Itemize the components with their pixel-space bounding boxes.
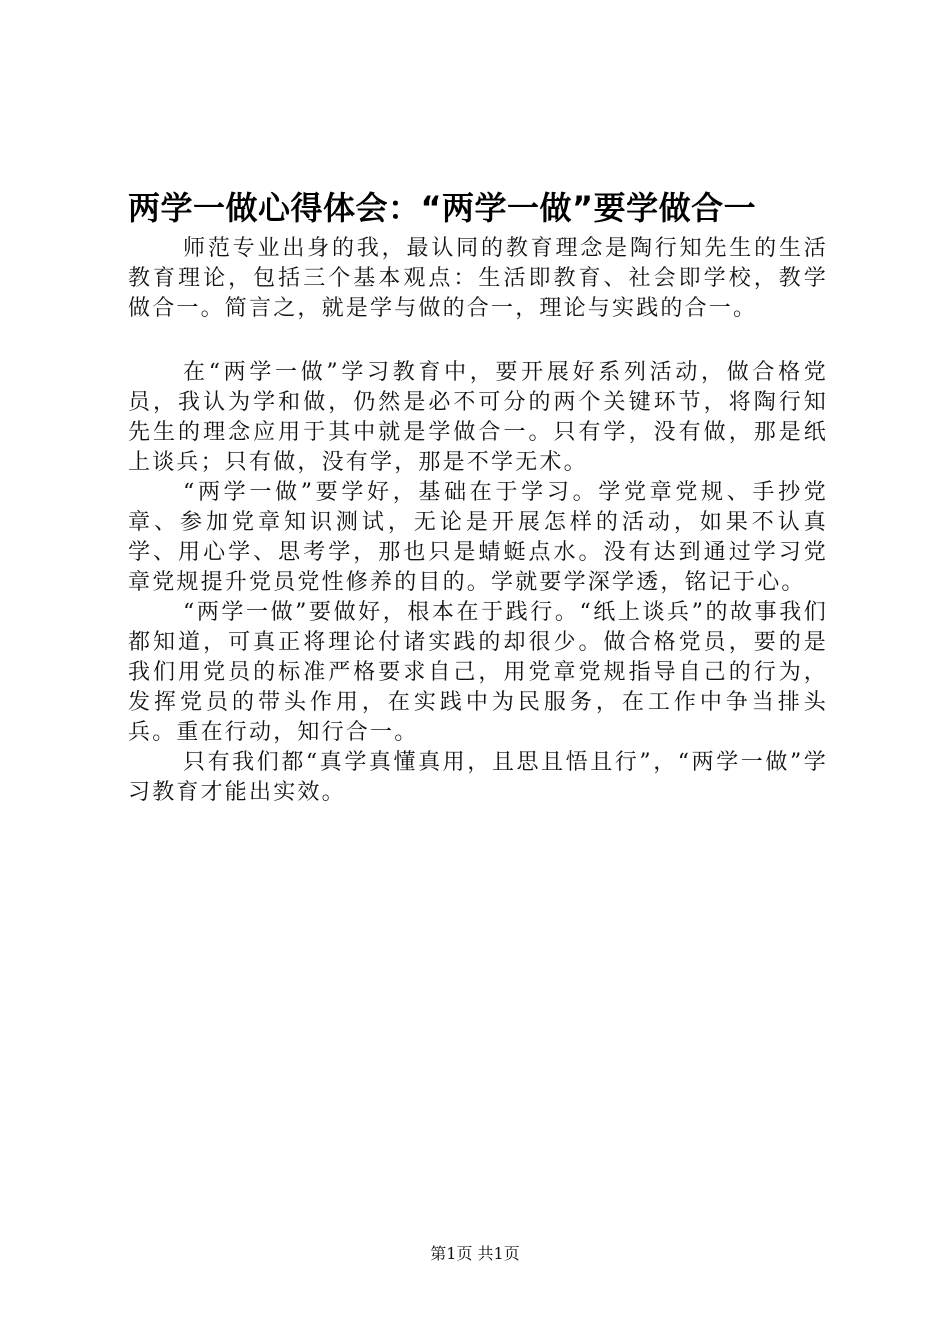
page-number-footer: 第1页 共1页 — [430, 1244, 520, 1263]
document-title: 两学一做心得体会：“两学一做”要学做合一 — [128, 189, 757, 227]
paragraph-3: “两学一做”要学好，基础在于学习。学党章党规、手抄党章、参加党章知识测试，无论是开展怎样的活动，如果不认真学、用心学、思考学，那也只是蜻蜓点水。没有达到通过学习党章党规提升党员党性修养的目的。学就要学深学透，铭记于心。 — [128, 480, 828, 595]
document-body — [128, 234, 828, 808]
paragraph-1: 师范专业出身的我，最认同的教育理念是陶行知先生的生活教育理论，包括三个基本观点：生活即教育、社会即学校，教学做合一。简言之，就是学与做的合一，理论与实践的合一。 — [128, 236, 828, 321]
paragraph-gap — [128, 324, 828, 358]
paragraph-2: 在“两学一做”学习教育中，要开展好系列活动，做合格党员，我认为学和做，仍然是必不可分的两个关键环节，将陶行知先生的理念应用于其中就是学做合一。只有学，没有做，那是纸上谈兵；只有做，没有学，那是不学无术。 — [128, 360, 828, 475]
paragraph-4: “两学一做”要做好，根本在于践行。“纸上谈兵”的故事我们都知道，可真正将理论付诸实践的却很少。做合格党员，要的是我们用党员的标准严格要求自己，用党章党规指导自己的行为，发挥党员的带头作用，在实践中为民服务，在工作中争当排头兵。重在行动，知行合一。 — [128, 600, 828, 745]
paragraph-5: 只有我们都“真学真懂真用，且思且悟且行”，“两学一做”学习教育才能出实效。 — [128, 750, 828, 805]
